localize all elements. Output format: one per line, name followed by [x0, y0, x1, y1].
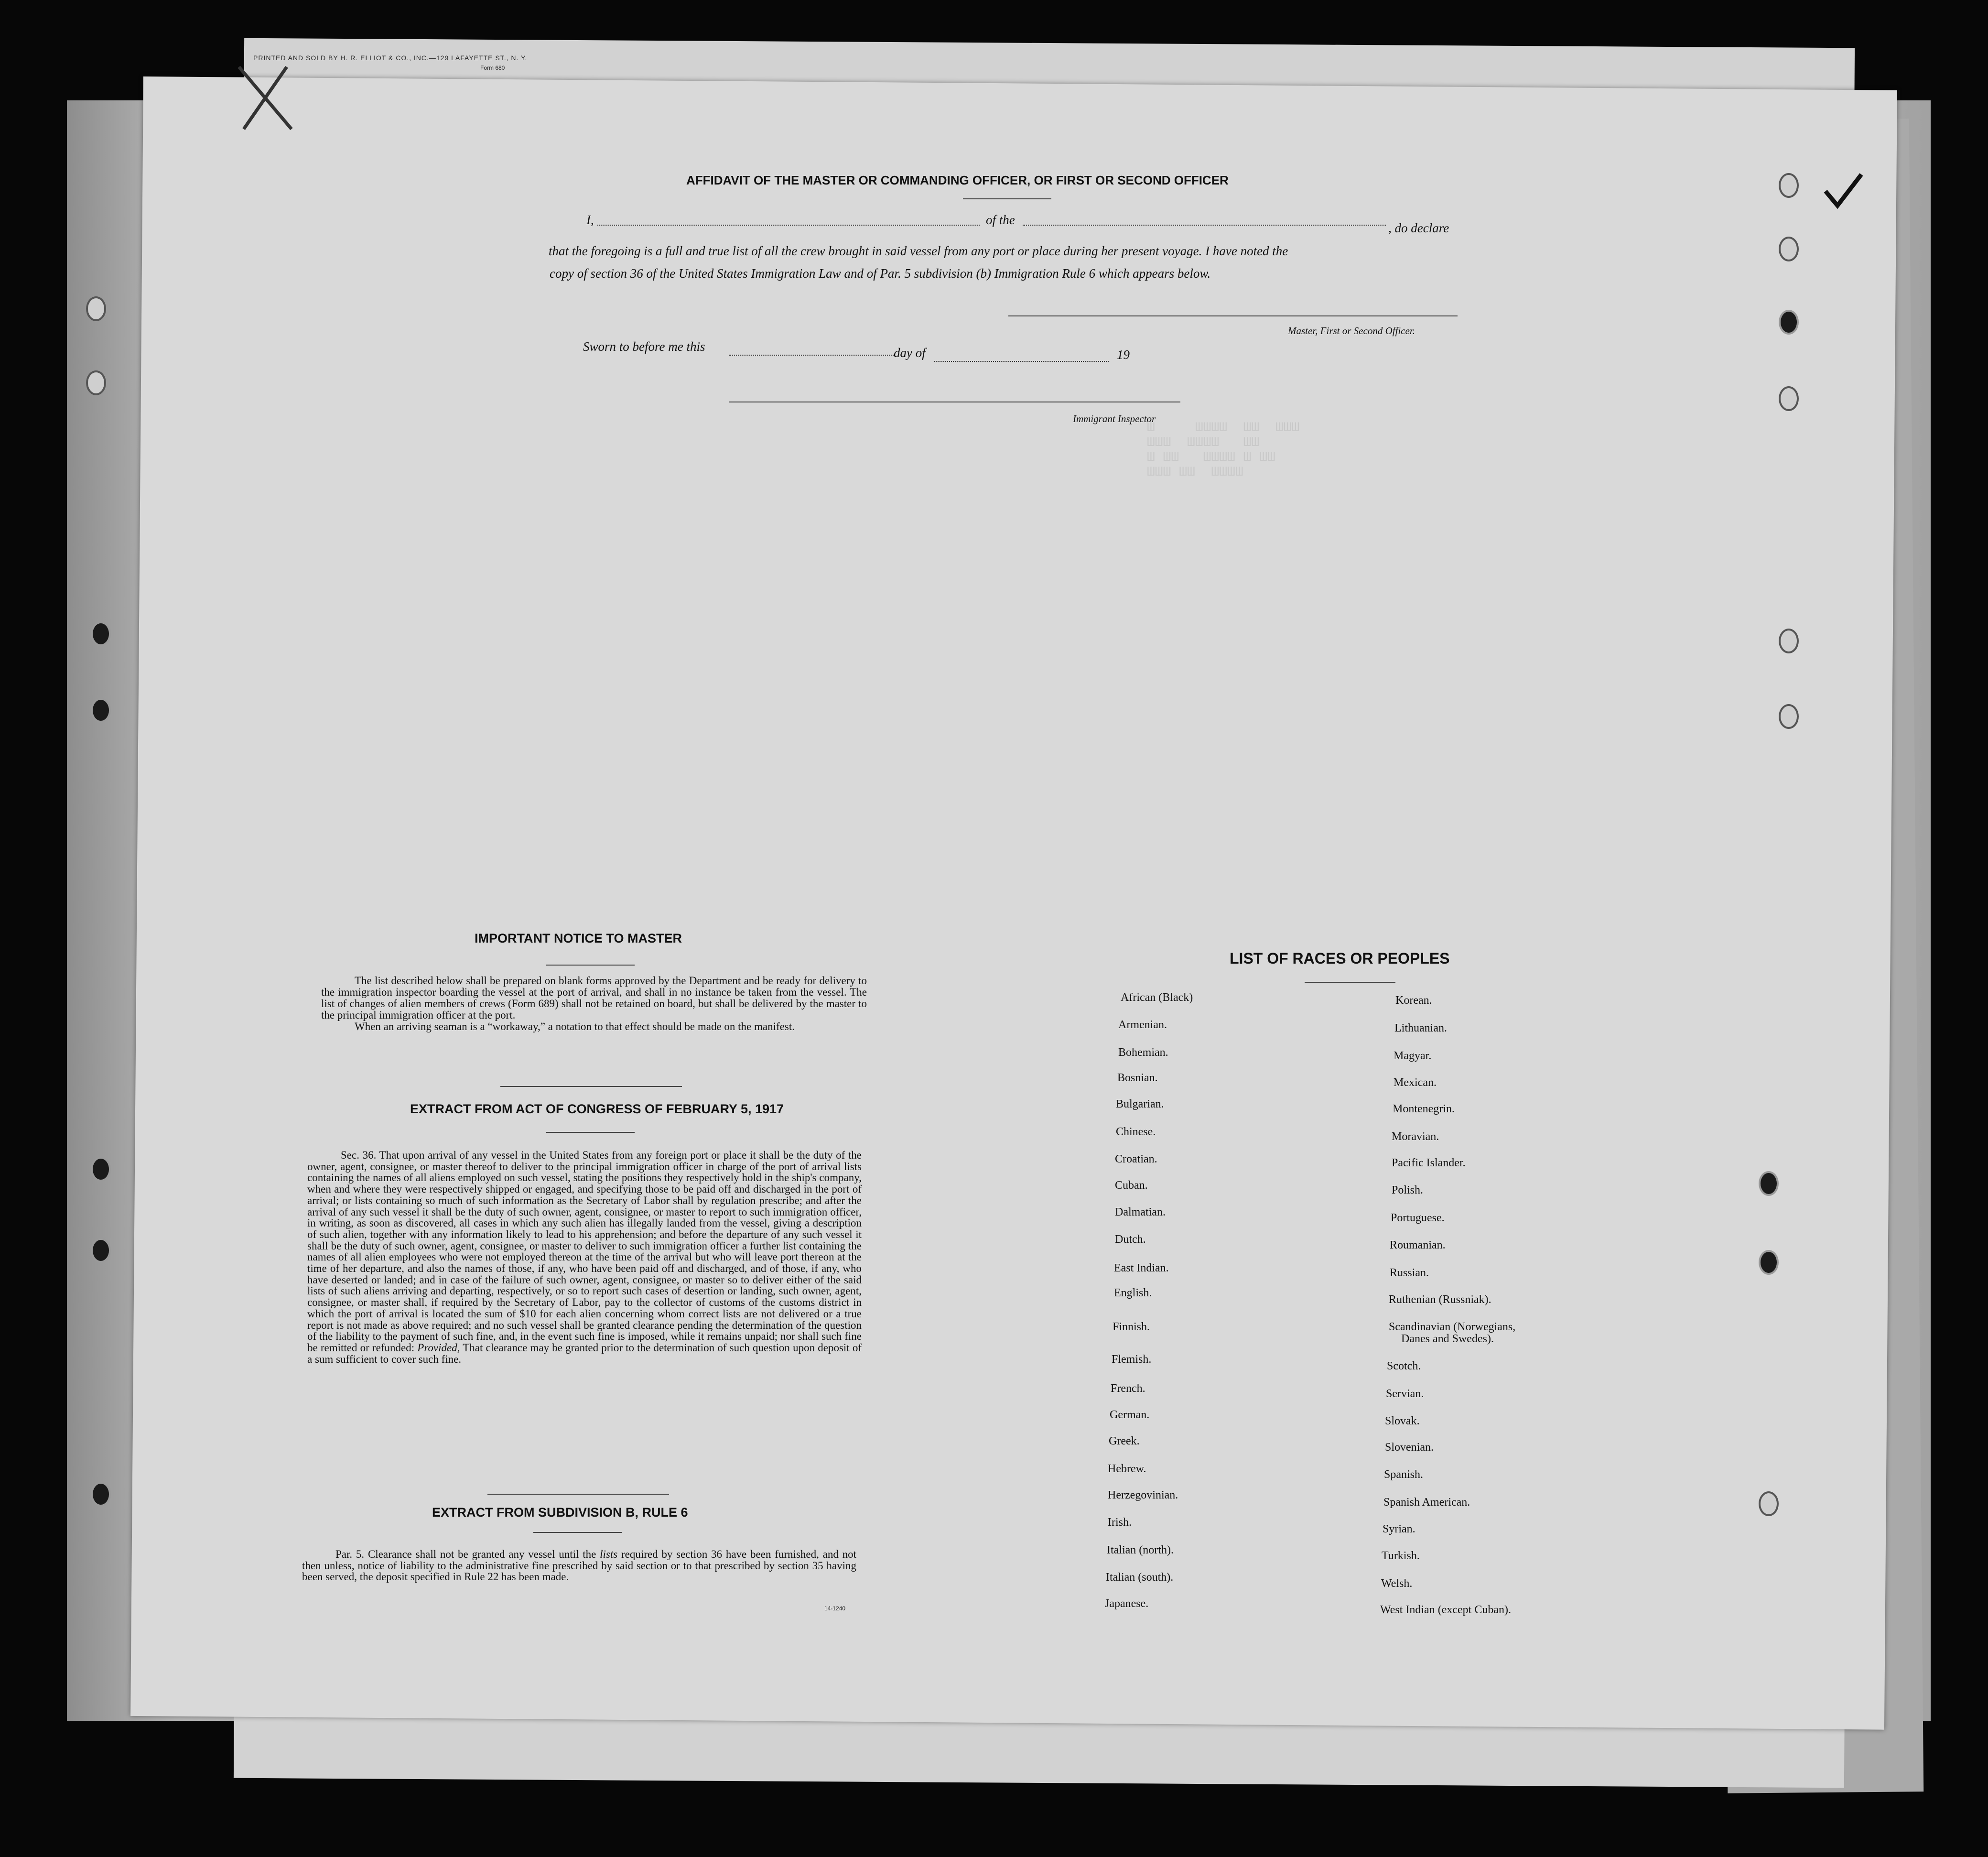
sworn-day-of-text: day of	[894, 346, 926, 360]
sworn-text: Sworn to before me this	[583, 339, 705, 354]
punch-hole	[91, 698, 111, 723]
master-signature-line	[1008, 315, 1458, 316]
par5-body-a: Par. 5. Clearance shall not be granted any vessel until the	[335, 1548, 600, 1560]
race-left-item: Bosnian.	[1117, 1072, 1158, 1084]
race-right-item-continued: Danes and Swedes).	[1401, 1333, 1494, 1345]
race-left-item: Armenian.	[1118, 1019, 1167, 1031]
race-right-item: Mexican.	[1394, 1076, 1437, 1089]
race-left-item: Herzegovinian.	[1108, 1489, 1178, 1501]
section-36-label: Sec. 36.	[341, 1149, 377, 1161]
lists-word: lists	[600, 1548, 618, 1560]
punch-hole	[1759, 1171, 1779, 1196]
printer-imprint: PRINTED AND SOLD BY H. R. ELLIOT & CO., INC.—129 LAFAYETTE ST., N. Y.	[253, 54, 528, 62]
title-rule	[963, 198, 1051, 199]
sworn-month-blank	[934, 361, 1109, 362]
handwritten-x-mark	[229, 57, 301, 139]
affidavit-line-3: copy of section 36 of the United States Immigration Law and of Par. 5 subdivision (b) Immigration Rule 6 which appears below.	[550, 266, 1211, 281]
punch-hole	[91, 1238, 111, 1263]
race-right-item: West Indian (except Cuban).	[1380, 1604, 1511, 1616]
race-right-item: Moravian.	[1392, 1130, 1439, 1143]
punch-hole	[86, 370, 106, 395]
notice-paragraph-1: The list described below shall be prepared on blank forms approved by the Department and be ready for delivery to the immigration inspector boarding the vessel at the port of arrival, and shall in no instance be taken from the vessel. The list of changes of alien members of crews (Form 689) shall not be retained on board, but shall be delivered by the master to the principal immigration officer at the port.	[321, 975, 867, 1021]
race-right-item: Scotch.	[1387, 1360, 1421, 1372]
race-left-item: Dalmatian.	[1115, 1206, 1166, 1218]
punch-hole	[1759, 1250, 1779, 1275]
provided-word: Provided,	[417, 1341, 460, 1354]
affidavit-name-prefix: I,	[586, 213, 594, 227]
section-divider	[500, 1086, 682, 1087]
race-left-item: Bulgarian.	[1116, 1098, 1164, 1110]
race-right-item: Turkish.	[1382, 1550, 1420, 1562]
section-36-body: That upon arrival of any vessel in the United States from any foreign port or place it shall be the duty of the owner, agent, consignee, or master thereof to deliver to the principal immigration officer in charge of the port of arrival lists containing the names of all aliens employed on such vessel, stating the positions they respectively hold in the ship's company, when and where they were respectively shipped or engaged, and specifying those to be paid off and discharged in the port of arrival; or lists containing so much of such information as the Secretary of Labor shall by regulation prescribe; and after the arrival of any such vessel it shall be the duty of such owner, agent, consignee, or master to report to such immigration officer, in writing, as soon as discovered, all cases in which any such alien has illegally landed from the vessel, giving a description of such alien, together with any information likely to lead to his apprehension; and before the departure of any such vessel it shall be the duty of such owner, agent, consignee, or master to deliver to such immigration officer a further list containing the names of all alien employees who were not employed thereon at the time of the arrival but who will leave port thereon at the time of her departure, and also the names of those, if any, who have been paid off and discharged, and of those, if any, who have deserted or landed; and in case of the failure of such owner, agent, consignee, or master so to deliver either of the said lists of such aliens arriving and departing, respectively, or so to report such cases of desertion or landing, such owner, agent, consignee, or master shall, if required by the Secretary of Labor, pay to the collector of customs of the customs district in which the port of arrival is located the sum of $10 for each alien concerning whom correct lists are not delivered or a true report is not made as above required; and no such vessel shall be granted clearance pending the determination of the question of the liability to the payment of such fine, and, in the event such fine is imposed, while it remains unpaid; nor shall such fine be remitted or refunded:	[307, 1149, 862, 1354]
race-right-item: Ruthenian (Russniak).	[1389, 1293, 1491, 1306]
par5-body-b: required by section 36 have been furnished, and not then unless, notice of liability to the administrative fine prescribed by said section or to that prescribed by section 35 having been served, the deposit specified in Rule 22 has been made.	[302, 1548, 857, 1583]
race-left-item: Cuban.	[1115, 1179, 1148, 1192]
punch-hole	[91, 1482, 111, 1507]
race-left-item: Croatian.	[1115, 1153, 1157, 1165]
race-right-item: Slovenian.	[1385, 1441, 1434, 1454]
race-right-item: Syrian.	[1383, 1523, 1415, 1535]
form-sheet	[130, 76, 1897, 1730]
race-left-item: Finnish.	[1113, 1321, 1150, 1333]
race-left-item: Greek.	[1109, 1435, 1140, 1447]
punch-hole	[1779, 173, 1799, 198]
race-right-item: Lithuanian.	[1394, 1022, 1447, 1034]
paragraph-5-text	[302, 1549, 856, 1583]
race-right-item: Scandinavian (Norwegians,	[1389, 1321, 1516, 1333]
vessel-blank-line	[1023, 225, 1386, 226]
punch-hole	[1779, 310, 1799, 335]
race-right-item: Spanish American.	[1383, 1496, 1470, 1509]
race-right-item: Slovak.	[1385, 1415, 1420, 1427]
extract-title-rule	[546, 1132, 635, 1133]
bleed-through: Ш ШШШШ ШШ ШШШ ШШШ ШШШШ ШШ Ш ШШ ШШШШ Ш ШШ ШШШ ШШ ШШШШ	[1147, 421, 1300, 480]
extract-rule-title-rule	[533, 1532, 622, 1533]
race-left-item: Hebrew.	[1108, 1463, 1146, 1475]
punch-hole	[1779, 704, 1799, 729]
notice-paragraph-2: When an arriving seaman is a “workaway,” a notation to that effect should be made on the manifest.	[355, 1021, 795, 1032]
extract-rule-title: EXTRACT FROM SUBDIVISION B, RULE 6	[432, 1505, 688, 1520]
notice-body	[321, 975, 867, 1032]
affidavit-declare-text: , do declare	[1388, 221, 1449, 235]
race-left-item: Irish.	[1108, 1516, 1132, 1529]
race-right-item: Korean.	[1395, 994, 1432, 1007]
printer-form-number: Form 680	[480, 65, 505, 71]
race-left-item: Flemish.	[1112, 1353, 1152, 1366]
sworn-date-blank	[729, 355, 894, 356]
punch-hole	[1759, 1491, 1779, 1516]
punch-hole	[1779, 237, 1799, 261]
race-left-item: German.	[1110, 1409, 1150, 1421]
notice-title-rule	[546, 965, 635, 966]
affidavit-line-2: that the foregoing is a full and true list of all the crew brought in said vessel from any port or place during her present voyage. I have noted the	[549, 244, 1288, 258]
master-signature-caption: Master, First or Second Officer.	[1288, 325, 1415, 337]
race-right-item: Pacific Islander.	[1392, 1157, 1466, 1169]
section-divider	[487, 1494, 669, 1495]
extract-act-title: EXTRACT FROM ACT OF CONGRESS OF FEBRUARY 5, 1917	[410, 1102, 784, 1116]
race-right-item: Russian.	[1390, 1267, 1429, 1279]
race-right-item: Polish.	[1392, 1184, 1424, 1196]
affidavit-vessel-prefix: of the	[986, 213, 1015, 227]
race-left-item: Bohemian.	[1118, 1046, 1168, 1059]
race-left-item: Dutch.	[1115, 1233, 1146, 1246]
race-left-item: French.	[1111, 1382, 1145, 1395]
handwritten-check-mark	[1816, 167, 1869, 220]
race-right-item: Spanish.	[1384, 1468, 1424, 1481]
race-left-item: Italian (north).	[1107, 1544, 1174, 1556]
section-36-body-end: That clearance may be granted prior to the determination of such question upon deposit of a sum sufficient to cover such fine.	[307, 1341, 862, 1365]
race-left-item: Italian (south).	[1106, 1571, 1174, 1584]
race-right-item: Roumanian.	[1390, 1239, 1446, 1251]
section-36-text	[307, 1150, 862, 1365]
race-right-item: Welsh.	[1381, 1577, 1413, 1590]
race-left-item: East Indian.	[1114, 1262, 1169, 1274]
punch-hole	[86, 296, 106, 321]
race-right-item: Magyar.	[1394, 1050, 1432, 1062]
race-right-item: Servian.	[1386, 1388, 1424, 1400]
name-blank-line	[597, 225, 980, 226]
race-left-item: African (Black)	[1121, 991, 1193, 1004]
form-code: 14-1240	[824, 1605, 846, 1612]
races-title: LIST OF RACES OR PEOPLES	[1230, 950, 1450, 967]
notice-title: IMPORTANT NOTICE TO MASTER	[475, 931, 682, 945]
punch-hole	[1779, 386, 1799, 411]
affidavit-title: AFFIDAVIT OF THE MASTER OR COMMANDING OFFICER, OR FIRST OR SECOND OFFICER	[686, 173, 1229, 187]
punch-hole	[91, 1157, 111, 1182]
race-right-item: Portuguese.	[1391, 1212, 1445, 1224]
sworn-year-text: 19	[1117, 348, 1130, 362]
races-title-rule	[1305, 982, 1395, 983]
race-right-item: Montenegrin.	[1393, 1103, 1455, 1115]
race-left-item: Chinese.	[1116, 1126, 1156, 1138]
punch-hole	[91, 621, 111, 646]
race-left-item: Japanese.	[1105, 1597, 1149, 1610]
inspector-caption: Immigrant Inspector	[1073, 413, 1156, 424]
race-left-item: English.	[1114, 1287, 1152, 1299]
punch-hole	[1779, 629, 1799, 653]
